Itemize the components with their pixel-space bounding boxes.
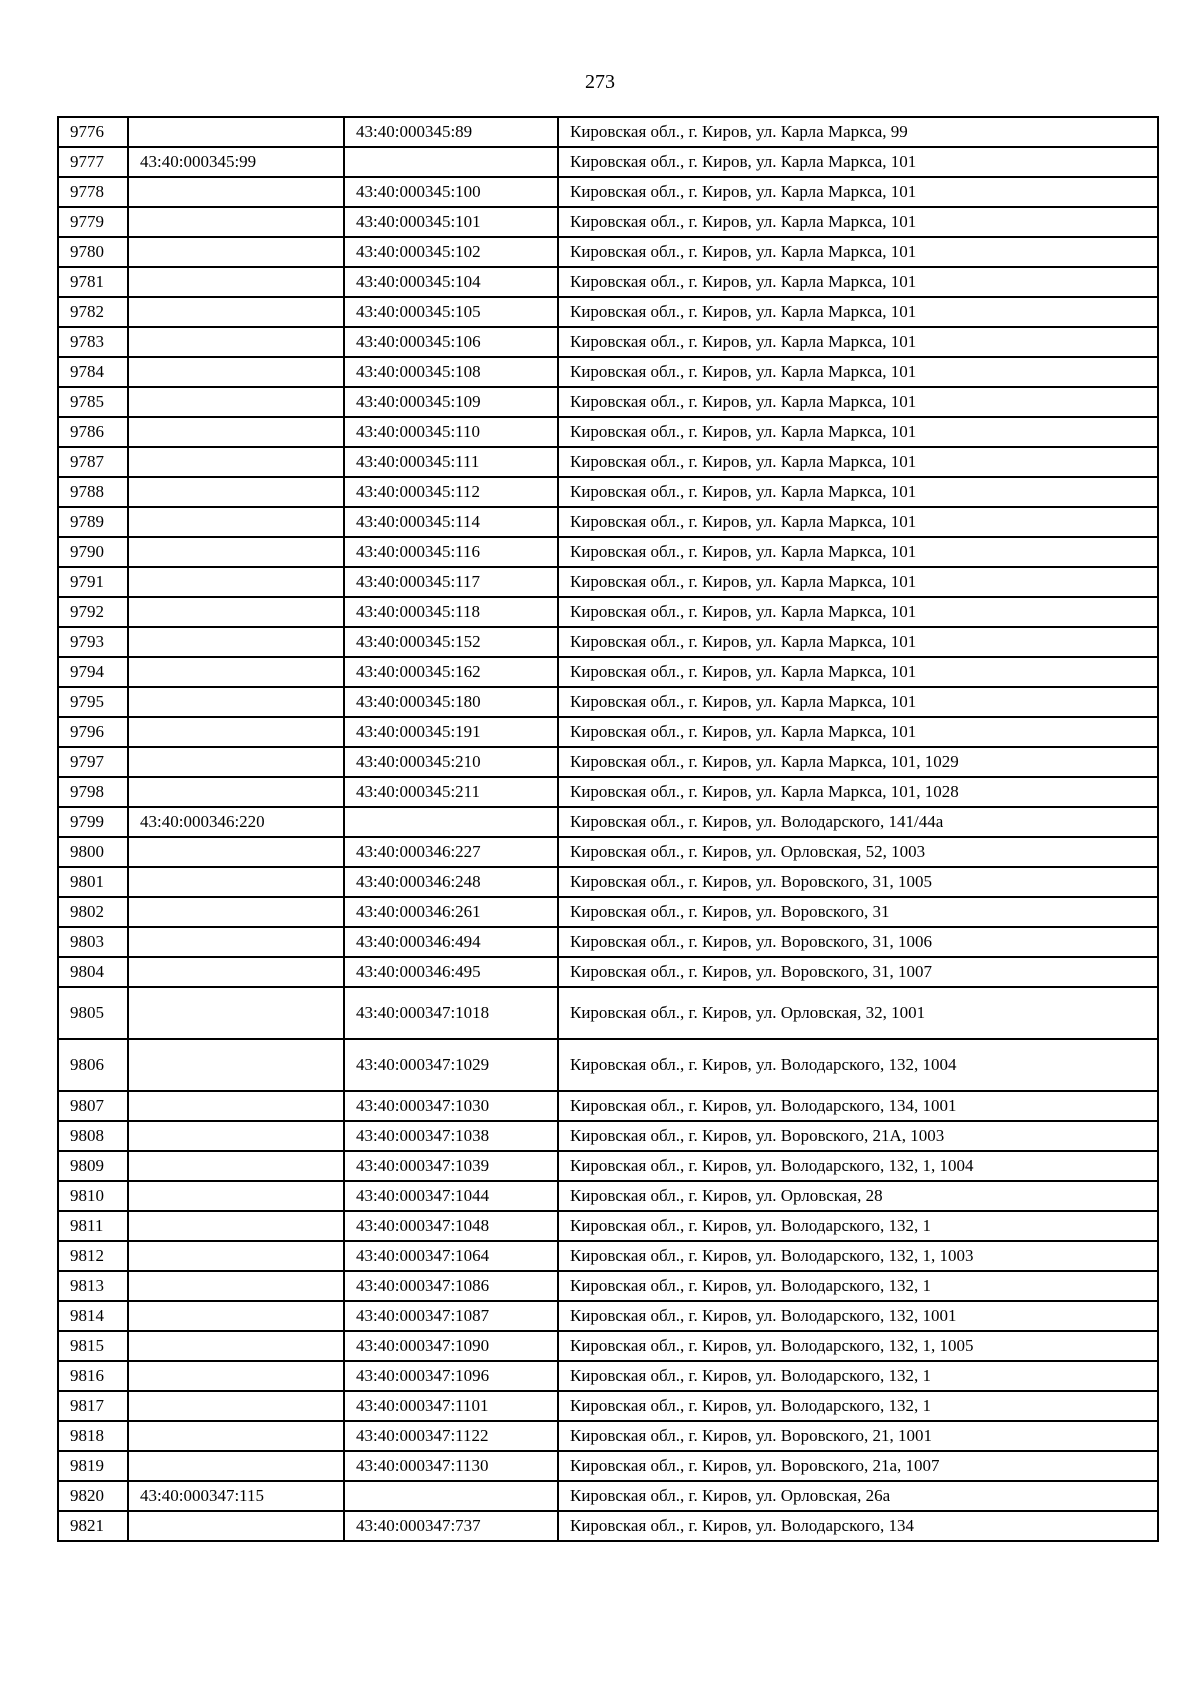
row-number-cell: 9785	[58, 387, 128, 417]
parent-cadastral-cell	[128, 1039, 344, 1091]
cadastral-number-cell: 43:40:000345:162	[344, 657, 558, 687]
address-cell: Кировская обл., г. Киров, ул. Карла Маркса, 101	[558, 537, 1158, 567]
row-number-cell: 9811	[58, 1211, 128, 1241]
parent-cadastral-cell	[128, 387, 344, 417]
row-number-cell: 9799	[58, 807, 128, 837]
table-row	[58, 1331, 1158, 1361]
registry-table-body	[58, 117, 1158, 1541]
table-row	[58, 1211, 1158, 1241]
cadastral-number-cell: 43:40:000345:180	[344, 687, 558, 717]
table-row	[58, 507, 1158, 537]
row-number-cell: 9794	[58, 657, 128, 687]
row-number-cell: 9796	[58, 717, 128, 747]
address-cell: Кировская обл., г. Киров, ул. Володарского, 134	[558, 1511, 1158, 1541]
row-number-cell: 9798	[58, 777, 128, 807]
parent-cadastral-cell	[128, 837, 344, 867]
row-number-cell: 9815	[58, 1331, 128, 1361]
cadastral-number-cell: 43:40:000347:1038	[344, 1121, 558, 1151]
table-row	[58, 117, 1158, 147]
address-cell: Кировская обл., г. Киров, ул. Володарского, 132, 1, 1004	[558, 1151, 1158, 1181]
table-row	[58, 177, 1158, 207]
cadastral-number-cell: 43:40:000345:116	[344, 537, 558, 567]
row-number-cell: 9819	[58, 1451, 128, 1481]
cadastral-number-cell: 43:40:000347:1130	[344, 1451, 558, 1481]
cadastral-number-cell: 43:40:000345:108	[344, 357, 558, 387]
cadastral-number-cell: 43:40:000347:1048	[344, 1211, 558, 1241]
parent-cadastral-cell	[128, 987, 344, 1039]
row-number-cell: 9817	[58, 1391, 128, 1421]
row-number-cell: 9786	[58, 417, 128, 447]
address-cell: Кировская обл., г. Киров, ул. Воровского, 21а, 1007	[558, 1451, 1158, 1481]
row-number-cell: 9806	[58, 1039, 128, 1091]
cadastral-number-cell: 43:40:000345:105	[344, 297, 558, 327]
parent-cadastral-cell	[128, 1091, 344, 1121]
cadastral-number-cell: 43:40:000346:227	[344, 837, 558, 867]
parent-cadastral-cell	[128, 627, 344, 657]
row-number-cell: 9791	[58, 567, 128, 597]
cadastral-number-cell: 43:40:000347:737	[344, 1511, 558, 1541]
row-number-cell: 9790	[58, 537, 128, 567]
parent-cadastral-cell	[128, 1331, 344, 1361]
table-row	[58, 267, 1158, 297]
table-row	[58, 297, 1158, 327]
table-row	[58, 927, 1158, 957]
parent-cadastral-cell: 43:40:000346:220	[128, 807, 344, 837]
parent-cadastral-cell	[128, 1271, 344, 1301]
cadastral-number-cell: 43:40:000346:248	[344, 867, 558, 897]
cadastral-number-cell: 43:40:000347:1087	[344, 1301, 558, 1331]
parent-cadastral-cell	[128, 357, 344, 387]
cadastral-number-cell: 43:40:000345:111	[344, 447, 558, 477]
parent-cadastral-cell	[128, 657, 344, 687]
table-row	[58, 1091, 1158, 1121]
parent-cadastral-cell	[128, 897, 344, 927]
address-cell: Кировская обл., г. Киров, ул. Карла Маркса, 101, 1029	[558, 747, 1158, 777]
address-cell: Кировская обл., г. Киров, ул. Карла Маркса, 101, 1028	[558, 777, 1158, 807]
address-cell: Кировская обл., г. Киров, ул. Карла Маркса, 101	[558, 177, 1158, 207]
table-row	[58, 957, 1158, 987]
address-cell: Кировская обл., г. Киров, ул. Володарского, 132, 1	[558, 1361, 1158, 1391]
address-cell: Кировская обл., г. Киров, ул. Воровского, 31, 1006	[558, 927, 1158, 957]
address-cell: Кировская обл., г. Киров, ул. Карла Маркса, 101	[558, 387, 1158, 417]
row-number-cell: 9808	[58, 1121, 128, 1151]
row-number-cell: 9801	[58, 867, 128, 897]
parent-cadastral-cell	[128, 1211, 344, 1241]
parent-cadastral-cell	[128, 687, 344, 717]
table-row	[58, 687, 1158, 717]
address-cell: Кировская обл., г. Киров, ул. Орловская, 32, 1001	[558, 987, 1158, 1039]
address-cell: Кировская обл., г. Киров, ул. Карла Маркса, 101	[558, 357, 1158, 387]
table-row	[58, 627, 1158, 657]
table-row	[58, 1271, 1158, 1301]
row-number-cell: 9792	[58, 597, 128, 627]
table-row	[58, 1301, 1158, 1331]
table-row	[58, 1151, 1158, 1181]
address-cell: Кировская обл., г. Киров, ул. Карла Маркса, 101	[558, 267, 1158, 297]
table-row	[58, 537, 1158, 567]
parent-cadastral-cell	[128, 177, 344, 207]
address-cell: Кировская обл., г. Киров, ул. Орловская, 28	[558, 1181, 1158, 1211]
table-row	[58, 1241, 1158, 1271]
parent-cadastral-cell	[128, 1391, 344, 1421]
address-cell: Кировская обл., г. Киров, ул. Карла Маркса, 101	[558, 657, 1158, 687]
parent-cadastral-cell	[128, 297, 344, 327]
parent-cadastral-cell	[128, 1421, 344, 1451]
address-cell: Кировская обл., г. Киров, ул. Володарского, 132, 1, 1003	[558, 1241, 1158, 1271]
cadastral-number-cell: 43:40:000345:117	[344, 567, 558, 597]
row-number-cell: 9816	[58, 1361, 128, 1391]
parent-cadastral-cell	[128, 447, 344, 477]
row-number-cell: 9779	[58, 207, 128, 237]
parent-cadastral-cell	[128, 597, 344, 627]
row-number-cell: 9787	[58, 447, 128, 477]
cadastral-number-cell: 43:40:000345:211	[344, 777, 558, 807]
cadastral-number-cell: 43:40:000347:1096	[344, 1361, 558, 1391]
parent-cadastral-cell	[128, 957, 344, 987]
row-number-cell: 9805	[58, 987, 128, 1039]
row-number-cell: 9782	[58, 297, 128, 327]
address-cell: Кировская обл., г. Киров, ул. Карла Маркса, 101	[558, 207, 1158, 237]
table-row	[58, 1181, 1158, 1211]
table-row	[58, 1481, 1158, 1511]
table-row	[58, 147, 1158, 177]
address-cell: Кировская обл., г. Киров, ул. Воровского, 31	[558, 897, 1158, 927]
parent-cadastral-cell	[128, 477, 344, 507]
row-number-cell: 9821	[58, 1511, 128, 1541]
address-cell: Кировская обл., г. Киров, ул. Карла Маркса, 101	[558, 237, 1158, 267]
row-number-cell: 9776	[58, 117, 128, 147]
table-row	[58, 567, 1158, 597]
address-cell: Кировская обл., г. Киров, ул. Воровского, 31, 1005	[558, 867, 1158, 897]
address-cell: Кировская обл., г. Киров, ул. Володарского, 141/44а	[558, 807, 1158, 837]
table-row	[58, 777, 1158, 807]
parent-cadastral-cell	[128, 1301, 344, 1331]
parent-cadastral-cell	[128, 507, 344, 537]
cadastral-number-cell: 43:40:000347:1090	[344, 1331, 558, 1361]
parent-cadastral-cell	[128, 927, 344, 957]
cadastral-number-cell: 43:40:000345:89	[344, 117, 558, 147]
cadastral-number-cell: 43:40:000345:101	[344, 207, 558, 237]
address-cell: Кировская обл., г. Киров, ул. Карла Маркса, 101	[558, 597, 1158, 627]
address-cell: Кировская обл., г. Киров, ул. Карла Маркса, 101	[558, 297, 1158, 327]
cadastral-number-cell: 43:40:000346:495	[344, 957, 558, 987]
row-number-cell: 9800	[58, 837, 128, 867]
table-row	[58, 867, 1158, 897]
row-number-cell: 9797	[58, 747, 128, 777]
address-cell: Кировская обл., г. Киров, ул. Карла Маркса, 101	[558, 627, 1158, 657]
address-cell: Кировская обл., г. Киров, ул. Карла Маркса, 101	[558, 687, 1158, 717]
cadastral-number-cell: 43:40:000345:100	[344, 177, 558, 207]
cadastral-number-cell: 43:40:000346:494	[344, 927, 558, 957]
table-row	[58, 237, 1158, 267]
cadastral-number-cell: 43:40:000345:106	[344, 327, 558, 357]
cadastral-number-cell: 43:40:000345:110	[344, 417, 558, 447]
address-cell: Кировская обл., г. Киров, ул. Карла Маркса, 99	[558, 117, 1158, 147]
table-row	[58, 207, 1158, 237]
cadastral-number-cell: 43:40:000347:1064	[344, 1241, 558, 1271]
cadastral-number-cell: 43:40:000345:118	[344, 597, 558, 627]
table-row	[58, 597, 1158, 627]
cadastral-number-cell: 43:40:000347:1101	[344, 1391, 558, 1421]
cadastral-number-cell	[344, 807, 558, 837]
parent-cadastral-cell	[128, 1451, 344, 1481]
cadastral-number-cell: 43:40:000347:1018	[344, 987, 558, 1039]
table-row	[58, 387, 1158, 417]
cadastral-number-cell	[344, 147, 558, 177]
address-cell: Кировская обл., г. Киров, ул. Воровского, 21А, 1003	[558, 1121, 1158, 1151]
cadastral-number-cell: 43:40:000347:1030	[344, 1091, 558, 1121]
table-row	[58, 417, 1158, 447]
row-number-cell: 9802	[58, 897, 128, 927]
parent-cadastral-cell	[128, 117, 344, 147]
parent-cadastral-cell	[128, 567, 344, 597]
address-cell: Кировская обл., г. Киров, ул. Воровского, 21, 1001	[558, 1421, 1158, 1451]
row-number-cell: 9812	[58, 1241, 128, 1271]
row-number-cell: 9814	[58, 1301, 128, 1331]
table-row	[58, 657, 1158, 687]
cadastral-number-cell: 43:40:000345:210	[344, 747, 558, 777]
address-cell: Кировская обл., г. Киров, ул. Володарского, 132, 1004	[558, 1039, 1158, 1091]
row-number-cell: 9789	[58, 507, 128, 537]
address-cell: Кировская обл., г. Киров, ул. Володарского, 132, 1	[558, 1391, 1158, 1421]
registry-table	[57, 116, 1159, 1542]
table-row	[58, 1391, 1158, 1421]
row-number-cell: 9784	[58, 357, 128, 387]
cadastral-number-cell: 43:40:000347:1044	[344, 1181, 558, 1211]
table-row	[58, 837, 1158, 867]
table-row	[58, 447, 1158, 477]
cadastral-number-cell: 43:40:000345:102	[344, 237, 558, 267]
parent-cadastral-cell	[128, 717, 344, 747]
table-row	[58, 1511, 1158, 1541]
address-cell: Кировская обл., г. Киров, ул. Карла Маркса, 101	[558, 327, 1158, 357]
address-cell: Кировская обл., г. Киров, ул. Карла Маркса, 101	[558, 567, 1158, 597]
page-number: 273	[585, 71, 615, 93]
parent-cadastral-cell	[128, 327, 344, 357]
cadastral-number-cell: 43:40:000345:112	[344, 477, 558, 507]
row-number-cell: 9804	[58, 957, 128, 987]
parent-cadastral-cell	[128, 777, 344, 807]
table-row	[58, 477, 1158, 507]
address-cell: Кировская обл., г. Киров, ул. Володарского, 132, 1001	[558, 1301, 1158, 1331]
address-cell: Кировская обл., г. Киров, ул. Карла Маркса, 101	[558, 417, 1158, 447]
parent-cadastral-cell	[128, 867, 344, 897]
address-cell: Кировская обл., г. Киров, ул. Карла Маркса, 101	[558, 507, 1158, 537]
row-number-cell: 9810	[58, 1181, 128, 1211]
table-row	[58, 807, 1158, 837]
address-cell: Кировская обл., г. Киров, ул. Володарского, 134, 1001	[558, 1091, 1158, 1121]
table-row	[58, 717, 1158, 747]
row-number-cell: 9783	[58, 327, 128, 357]
table-row	[58, 897, 1158, 927]
table-row	[58, 327, 1158, 357]
row-number-cell: 9778	[58, 177, 128, 207]
cadastral-number-cell: 43:40:000347:1029	[344, 1039, 558, 1091]
address-cell: Кировская обл., г. Киров, ул. Карла Маркса, 101	[558, 477, 1158, 507]
cadastral-number-cell: 43:40:000347:1086	[344, 1271, 558, 1301]
address-cell: Кировская обл., г. Киров, ул. Володарского, 132, 1, 1005	[558, 1331, 1158, 1361]
parent-cadastral-cell	[128, 1151, 344, 1181]
row-number-cell: 9777	[58, 147, 128, 177]
row-number-cell: 9809	[58, 1151, 128, 1181]
parent-cadastral-cell	[128, 747, 344, 777]
address-cell: Кировская обл., г. Киров, ул. Воровского, 31, 1007	[558, 957, 1158, 987]
parent-cadastral-cell	[128, 1121, 344, 1151]
row-number-cell: 9781	[58, 267, 128, 297]
cadastral-number-cell: 43:40:000345:114	[344, 507, 558, 537]
row-number-cell: 9818	[58, 1421, 128, 1451]
parent-cadastral-cell: 43:40:000345:99	[128, 147, 344, 177]
address-cell: Кировская обл., г. Киров, ул. Карла Маркса, 101	[558, 147, 1158, 177]
table-row	[58, 1039, 1158, 1091]
address-cell: Кировская обл., г. Киров, ул. Карла Маркса, 101	[558, 717, 1158, 747]
row-number-cell: 9788	[58, 477, 128, 507]
address-cell: Кировская обл., г. Киров, ул. Володарского, 132, 1	[558, 1211, 1158, 1241]
address-cell: Кировская обл., г. Киров, ул. Карла Маркса, 101	[558, 447, 1158, 477]
parent-cadastral-cell	[128, 1241, 344, 1271]
parent-cadastral-cell	[128, 537, 344, 567]
cadastral-number-cell: 43:40:000345:104	[344, 267, 558, 297]
table-row	[58, 1361, 1158, 1391]
parent-cadastral-cell	[128, 207, 344, 237]
row-number-cell: 9793	[58, 627, 128, 657]
table-row	[58, 987, 1158, 1039]
cadastral-number-cell	[344, 1481, 558, 1511]
address-cell: Кировская обл., г. Киров, ул. Володарского, 132, 1	[558, 1271, 1158, 1301]
cadastral-number-cell: 43:40:000347:1122	[344, 1421, 558, 1451]
table-row	[58, 1451, 1158, 1481]
row-number-cell: 9807	[58, 1091, 128, 1121]
table-row	[58, 357, 1158, 387]
address-cell: Кировская обл., г. Киров, ул. Орловская, 52, 1003	[558, 837, 1158, 867]
cadastral-number-cell: 43:40:000346:261	[344, 897, 558, 927]
parent-cadastral-cell	[128, 1361, 344, 1391]
table-row	[58, 1421, 1158, 1451]
parent-cadastral-cell	[128, 1181, 344, 1211]
parent-cadastral-cell	[128, 237, 344, 267]
row-number-cell: 9780	[58, 237, 128, 267]
cadastral-number-cell: 43:40:000345:109	[344, 387, 558, 417]
row-number-cell: 9820	[58, 1481, 128, 1511]
row-number-cell: 9813	[58, 1271, 128, 1301]
address-cell: Кировская обл., г. Киров, ул. Орловская, 26а	[558, 1481, 1158, 1511]
row-number-cell: 9803	[58, 927, 128, 957]
cadastral-number-cell: 43:40:000345:191	[344, 717, 558, 747]
cadastral-number-cell: 43:40:000345:152	[344, 627, 558, 657]
row-number-cell: 9795	[58, 687, 128, 717]
parent-cadastral-cell	[128, 267, 344, 297]
parent-cadastral-cell: 43:40:000347:115	[128, 1481, 344, 1511]
parent-cadastral-cell	[128, 1511, 344, 1541]
cadastral-number-cell: 43:40:000347:1039	[344, 1151, 558, 1181]
table-row	[58, 747, 1158, 777]
parent-cadastral-cell	[128, 417, 344, 447]
table-row	[58, 1121, 1158, 1151]
